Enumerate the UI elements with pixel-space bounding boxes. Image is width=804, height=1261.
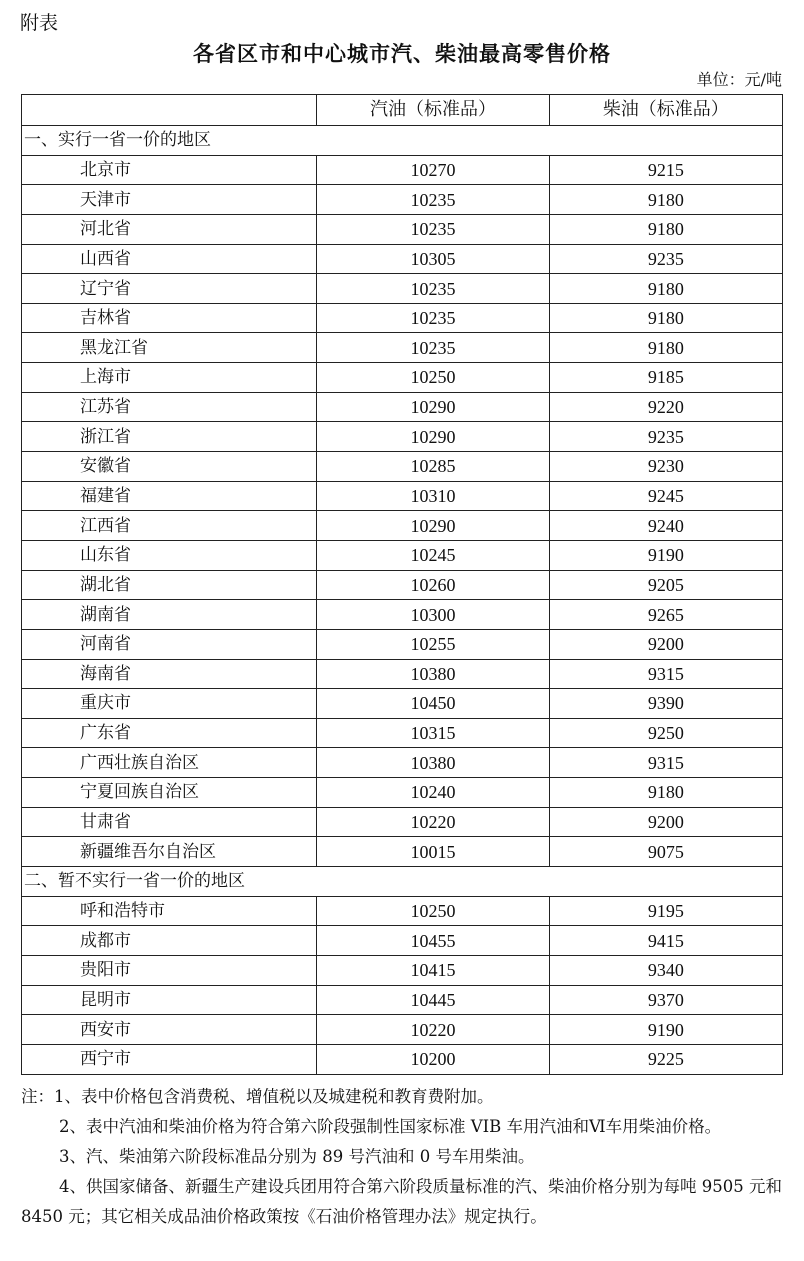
section-heading-row bbox=[22, 126, 783, 156]
diesel-price-cell: 9245 bbox=[549, 481, 782, 511]
region-cell: 新疆维吾尔自治区 bbox=[22, 837, 317, 867]
table-row bbox=[22, 155, 783, 185]
gasoline-price-cell: 10445 bbox=[317, 985, 549, 1015]
section-heading: 二、暂不实行一省一价的地区 bbox=[22, 867, 783, 897]
header-diesel: 柴油（标准品） bbox=[549, 95, 782, 126]
table-row bbox=[22, 837, 783, 867]
table-row bbox=[22, 1015, 783, 1045]
region-cell: 吉林省 bbox=[22, 303, 317, 333]
region-cell: 贵阳市 bbox=[22, 955, 317, 985]
diesel-price-cell: 9190 bbox=[549, 1015, 782, 1045]
region-cell: 广东省 bbox=[22, 718, 317, 748]
table-row bbox=[22, 985, 783, 1015]
diesel-price-cell: 9195 bbox=[549, 896, 782, 926]
table-row bbox=[22, 185, 783, 215]
appendix-label: 附表 bbox=[20, 12, 59, 34]
gasoline-price-cell: 10240 bbox=[317, 778, 549, 808]
diesel-price-cell: 9205 bbox=[549, 570, 782, 600]
diesel-price-cell: 9180 bbox=[549, 185, 782, 215]
table-row bbox=[22, 629, 783, 659]
table-row bbox=[22, 481, 783, 511]
diesel-price-cell: 9200 bbox=[549, 807, 782, 837]
diesel-price-cell: 9265 bbox=[549, 600, 782, 630]
notes bbox=[21, 1082, 783, 1232]
table-row bbox=[22, 511, 783, 541]
region-cell: 辽宁省 bbox=[22, 274, 317, 304]
gasoline-price-cell: 10220 bbox=[317, 1015, 549, 1045]
region-cell: 北京市 bbox=[22, 155, 317, 185]
header-region bbox=[22, 95, 317, 126]
region-cell: 江西省 bbox=[22, 511, 317, 541]
gasoline-price-cell: 10315 bbox=[317, 718, 549, 748]
region-cell: 江苏省 bbox=[22, 392, 317, 422]
price-table bbox=[21, 94, 783, 1075]
diesel-price-cell: 9315 bbox=[549, 748, 782, 778]
gasoline-price-cell: 10250 bbox=[317, 363, 549, 393]
diesel-price-cell: 9390 bbox=[549, 689, 782, 719]
gasoline-price-cell: 10455 bbox=[317, 926, 549, 956]
gasoline-price-cell: 10255 bbox=[317, 629, 549, 659]
region-cell: 福建省 bbox=[22, 481, 317, 511]
note-4: 4、供国家储备、新疆生产建设兵团用符合第六阶段质量标准的汽、柴油价格分别为每吨 9505 元和 8450 元；其它相关成品油价格政策按《石油价格管理办法》规定执行。 bbox=[21, 1177, 782, 1226]
gasoline-price-cell: 10300 bbox=[317, 600, 549, 630]
region-cell: 昆明市 bbox=[22, 985, 317, 1015]
diesel-price-cell: 9415 bbox=[549, 926, 782, 956]
table-row bbox=[22, 896, 783, 926]
diesel-price-cell: 9180 bbox=[549, 274, 782, 304]
diesel-price-cell: 9235 bbox=[549, 244, 782, 274]
diesel-price-cell: 9180 bbox=[549, 333, 782, 363]
region-cell: 湖北省 bbox=[22, 570, 317, 600]
gasoline-price-cell: 10260 bbox=[317, 570, 549, 600]
header-gasoline: 汽油（标准品） bbox=[317, 95, 549, 126]
page-title: 各省区市和中心城市汽、柴油最高零售价格 bbox=[193, 41, 611, 66]
table-row bbox=[22, 452, 783, 482]
table-row bbox=[22, 570, 783, 600]
gasoline-price-cell: 10245 bbox=[317, 540, 549, 570]
table-row bbox=[22, 422, 783, 452]
gasoline-price-cell: 10290 bbox=[317, 392, 549, 422]
diesel-price-cell: 9315 bbox=[549, 659, 782, 689]
section-heading: 一、实行一省一价的地区 bbox=[22, 126, 783, 156]
table-row bbox=[22, 244, 783, 274]
diesel-price-cell: 9240 bbox=[549, 511, 782, 541]
region-cell: 广西壮族自治区 bbox=[22, 748, 317, 778]
diesel-price-cell: 9200 bbox=[549, 629, 782, 659]
gasoline-price-cell: 10290 bbox=[317, 511, 549, 541]
table-row bbox=[22, 807, 783, 837]
diesel-price-cell: 9235 bbox=[549, 422, 782, 452]
note-1: 注：1、表中价格包含消费税、增值税以及城建税和教育费附加。 bbox=[21, 1087, 494, 1106]
region-cell: 重庆市 bbox=[22, 689, 317, 719]
region-cell: 黑龙江省 bbox=[22, 333, 317, 363]
table-row bbox=[22, 540, 783, 570]
gasoline-price-cell: 10235 bbox=[317, 303, 549, 333]
diesel-price-cell: 9230 bbox=[549, 452, 782, 482]
diesel-price-cell: 9215 bbox=[549, 155, 782, 185]
region-cell: 安徽省 bbox=[22, 452, 317, 482]
gasoline-price-cell: 10415 bbox=[317, 955, 549, 985]
diesel-price-cell: 9180 bbox=[549, 303, 782, 333]
gasoline-price-cell: 10015 bbox=[317, 837, 549, 867]
diesel-price-cell: 9225 bbox=[549, 1044, 782, 1074]
section-heading-row bbox=[22, 867, 783, 897]
region-cell: 山东省 bbox=[22, 540, 317, 570]
header-row bbox=[22, 95, 783, 126]
gasoline-price-cell: 10235 bbox=[317, 185, 549, 215]
region-cell: 西宁市 bbox=[22, 1044, 317, 1074]
diesel-price-cell: 9340 bbox=[549, 955, 782, 985]
gasoline-price-cell: 10305 bbox=[317, 244, 549, 274]
diesel-price-cell: 9250 bbox=[549, 718, 782, 748]
gasoline-price-cell: 10380 bbox=[317, 748, 549, 778]
region-cell: 湖南省 bbox=[22, 600, 317, 630]
table-row bbox=[22, 600, 783, 630]
diesel-price-cell: 9185 bbox=[549, 363, 782, 393]
gasoline-price-cell: 10235 bbox=[317, 214, 549, 244]
table-row bbox=[22, 955, 783, 985]
unit-label: 单位：元/吨 bbox=[696, 70, 782, 89]
gasoline-price-cell: 10380 bbox=[317, 659, 549, 689]
table-row bbox=[22, 392, 783, 422]
table-row bbox=[22, 689, 783, 719]
diesel-price-cell: 9180 bbox=[549, 214, 782, 244]
table-row bbox=[22, 926, 783, 956]
table-row bbox=[22, 659, 783, 689]
region-cell: 天津市 bbox=[22, 185, 317, 215]
region-cell: 山西省 bbox=[22, 244, 317, 274]
table-row bbox=[22, 1044, 783, 1074]
diesel-price-cell: 9190 bbox=[549, 540, 782, 570]
table-body bbox=[22, 126, 783, 1075]
region-cell: 河北省 bbox=[22, 214, 317, 244]
region-cell: 宁夏回族自治区 bbox=[22, 778, 317, 808]
diesel-price-cell: 9220 bbox=[549, 392, 782, 422]
region-cell: 西安市 bbox=[22, 1015, 317, 1045]
region-cell: 浙江省 bbox=[22, 422, 317, 452]
gasoline-price-cell: 10220 bbox=[317, 807, 549, 837]
region-cell: 甘肃省 bbox=[22, 807, 317, 837]
region-cell: 成都市 bbox=[22, 926, 317, 956]
gasoline-price-cell: 10290 bbox=[317, 422, 549, 452]
table-row bbox=[22, 274, 783, 304]
diesel-price-cell: 9075 bbox=[549, 837, 782, 867]
region-cell: 河南省 bbox=[22, 629, 317, 659]
table-row bbox=[22, 333, 783, 363]
gasoline-price-cell: 10450 bbox=[317, 689, 549, 719]
gasoline-price-cell: 10310 bbox=[317, 481, 549, 511]
note-2: 2、表中汽油和柴油价格为符合第六阶段强制性国家标准 VIB 车用汽油和Ⅵ车用柴油价格。 bbox=[59, 1117, 722, 1136]
table-row bbox=[22, 363, 783, 393]
table-row bbox=[22, 748, 783, 778]
table-row bbox=[22, 214, 783, 244]
gasoline-price-cell: 10285 bbox=[317, 452, 549, 482]
region-cell: 呼和浩特市 bbox=[22, 896, 317, 926]
gasoline-price-cell: 10200 bbox=[317, 1044, 549, 1074]
table-row bbox=[22, 718, 783, 748]
gasoline-price-cell: 10270 bbox=[317, 155, 549, 185]
diesel-price-cell: 9370 bbox=[549, 985, 782, 1015]
gasoline-price-cell: 10235 bbox=[317, 333, 549, 363]
table-row bbox=[22, 303, 783, 333]
diesel-price-cell: 9180 bbox=[549, 778, 782, 808]
gasoline-price-cell: 10235 bbox=[317, 274, 549, 304]
gasoline-price-cell: 10250 bbox=[317, 896, 549, 926]
table-row bbox=[22, 778, 783, 808]
note-3: 3、汽、柴油第六阶段标准品分别为 89 号汽油和 0 号车用柴油。 bbox=[59, 1147, 535, 1166]
region-cell: 上海市 bbox=[22, 363, 317, 393]
region-cell: 海南省 bbox=[22, 659, 317, 689]
